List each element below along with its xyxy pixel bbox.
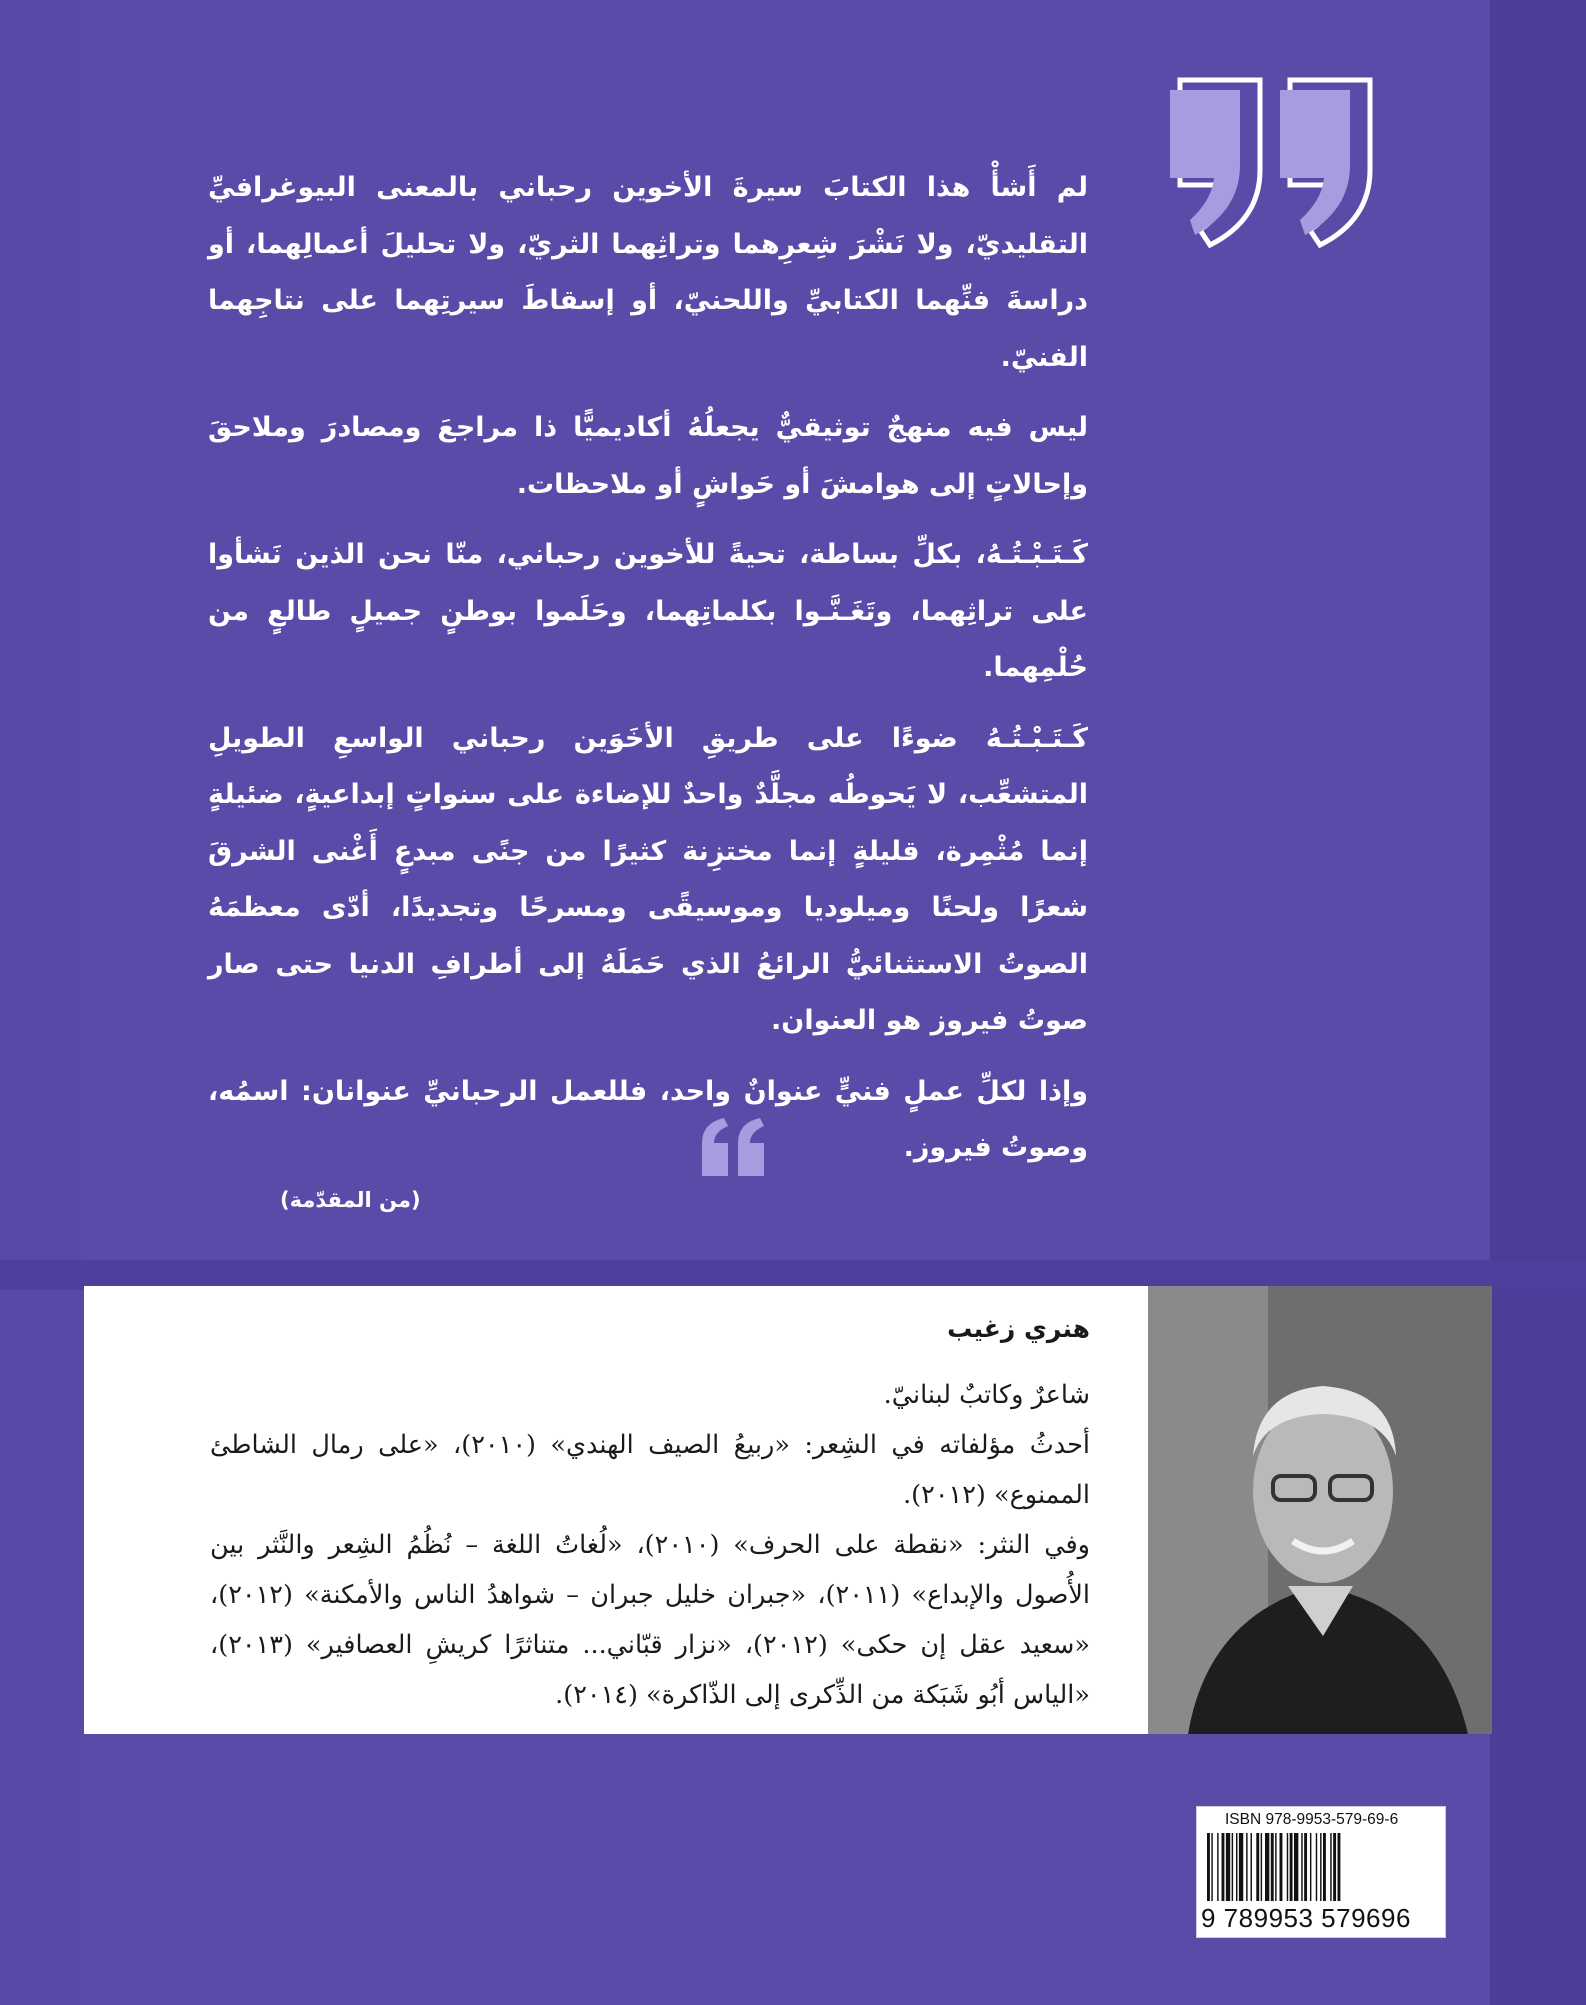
author-bio: [210, 1304, 1090, 1720]
intro-text: [208, 160, 1088, 1191]
barcode-bar: [1323, 1833, 1326, 1901]
bio-paragraph: وفي النثر: «نقطة على الحرف» (٢٠١٠)، «لُغاتُ اللغة – نُظُمُ الشِعر والنَّثر بين الأُصول والإبداع» (٢٠١١)، «جبران خليل جبران – شواهدُ الناس والأمكنة» (٢٠١٢)، «سعيد عقل إن حكى» (٢٠١٢)، «نزار قبّاني... متناثرًا كريشِ العصافير» (٢٠١٣)، «الياس أبُو شَبَكة من الذِّكرى إلى الذّاكرة» (٢٠١٤).: [210, 1530, 1090, 1710]
barcode-digits: 9 789953 579696: [1201, 1903, 1411, 1933]
barcode-bar: [1232, 1833, 1233, 1901]
barcode-bar: [1301, 1833, 1302, 1901]
barcode-bar: [1287, 1833, 1288, 1901]
barcode-bar: [1261, 1833, 1262, 1901]
barcode-bar: [1310, 1833, 1311, 1901]
barcode-bar: [1338, 1833, 1341, 1901]
barcode-bar: [1304, 1833, 1307, 1901]
intro-paragraph: وإذا لكلِّ عملٍ فنيٍّ عنوانٌ واحد، فللعمل الرحبانيِّ عنوانان: اسمُه، وصوتُ فيروز.: [208, 1075, 1088, 1163]
bio-paragraph: شاعرٌ وكاتبٌ لبنانيّ.: [883, 1380, 1090, 1410]
quotation-mark-top-icon: [1170, 70, 1400, 260]
barcode-bar: [1275, 1833, 1276, 1901]
bio-paragraph: أحدثُ مؤلفاته في الشِعر: «ربيعُ الصيف الهندي» (٢٠١٠)، «على رمال الشاطئ الممنوع» (٢٠١٢).: [210, 1430, 1090, 1510]
quotation-mark-bottom-icon: [700, 1118, 770, 1178]
barcode-bar: [1290, 1833, 1293, 1901]
barcode-bar: [1222, 1833, 1225, 1901]
barcode-bar: [1333, 1833, 1336, 1901]
barcode-bar: [1211, 1833, 1212, 1901]
barcode-bar: [1207, 1833, 1210, 1901]
barcode-icon: [1207, 1833, 1435, 1901]
barcode-bar: [1226, 1833, 1230, 1901]
author-portrait-icon: [1148, 1286, 1492, 1734]
barcode-bar: [1271, 1833, 1274, 1901]
intro-paragraph: ليس فيه منهجٌ توثيقيٌّ يجعلُهُ أكاديميًّا ذا مراجعَ ومصادرَ وملاحقَ وإحالاتٍ إلى هوامشَ أو حَواشٍ أو ملاحظات.: [208, 412, 1088, 500]
barcode-bar: [1330, 1833, 1331, 1901]
source-note: (من المقدّمة): [280, 1188, 421, 1212]
barcode-bar: [1316, 1833, 1317, 1901]
barcode-bar: [1217, 1833, 1218, 1901]
barcode-bar: [1256, 1833, 1259, 1901]
barcode-label: [1196, 1806, 1446, 1938]
right-edge-band: [1490, 0, 1586, 2005]
intro-paragraph: كَـتَـبْـتُـهُ، بكلِّ بساطة، تحيةً للأخوين رحباني، منّا نحن الذين نَشأوا على تراثِهما، وتَغَـنَّـوا بكلماتِهما، وحَلَموا بوطنٍ جميلٍ طالعٍ من حُلْمِهما.: [208, 539, 1088, 683]
intro-paragraph: كَـتَـبْـتُـهُ ضوءًا على طريقِ الأخَوَين رحباني الواسعِ الطويلِ المتشعِّب، لا يَحوطُه مجلَّدٌ واحدٌ للإضاءة على سنواتٍ إبداعيةٍ، ضئيلةٍ إنما مُثْمِرة، قليلةٍ إنما مختزِنة كثيرًا من جنًى مبدعٍ أَغْنى الشرقَ شعرًا ولحنًا وميلوديا وموسيقًى ومسرحًا وتجديدًا، أدّى معظمَهُ الصوتُ الاستثنائيُّ الرائعُ الذي حَمَلَهُ إلى أطرافِ الدنيا حتى صار صوتُ فيروز هو العنوان.: [208, 722, 1088, 1036]
barcode-bar: [1246, 1833, 1247, 1901]
intro-paragraph: لم أَشأْ هذا الكتابَ سيرةَ الأخوين رحباني بالمعنى البيوغرافيِّ التقليديّ، ولا نَشْرَ شِعرِهما وتراثِهما الثريّ، ولا تحليلَ أعمالِهما، أو دراسةَ فنِّهما الكتابيِّ واللحنيّ، أو إسقاطَ سيرتِهما على نتاجِهما الفنيّ.: [208, 172, 1088, 373]
barcode-bar: [1294, 1833, 1298, 1901]
barcode-bar: [1265, 1833, 1269, 1901]
author-name: هنري زغيب: [947, 1314, 1090, 1343]
barcode-bar: [1320, 1833, 1321, 1901]
isbn-number: ISBN 978-9953-579-69-6: [1225, 1811, 1399, 1828]
barcode-bar: [1251, 1833, 1252, 1901]
barcode-bar: [1236, 1833, 1237, 1901]
author-photo: [1148, 1286, 1492, 1734]
left-edge-band: [0, 0, 82, 2005]
barcode-bar: [1280, 1833, 1283, 1901]
barcode-bar: [1239, 1833, 1243, 1901]
